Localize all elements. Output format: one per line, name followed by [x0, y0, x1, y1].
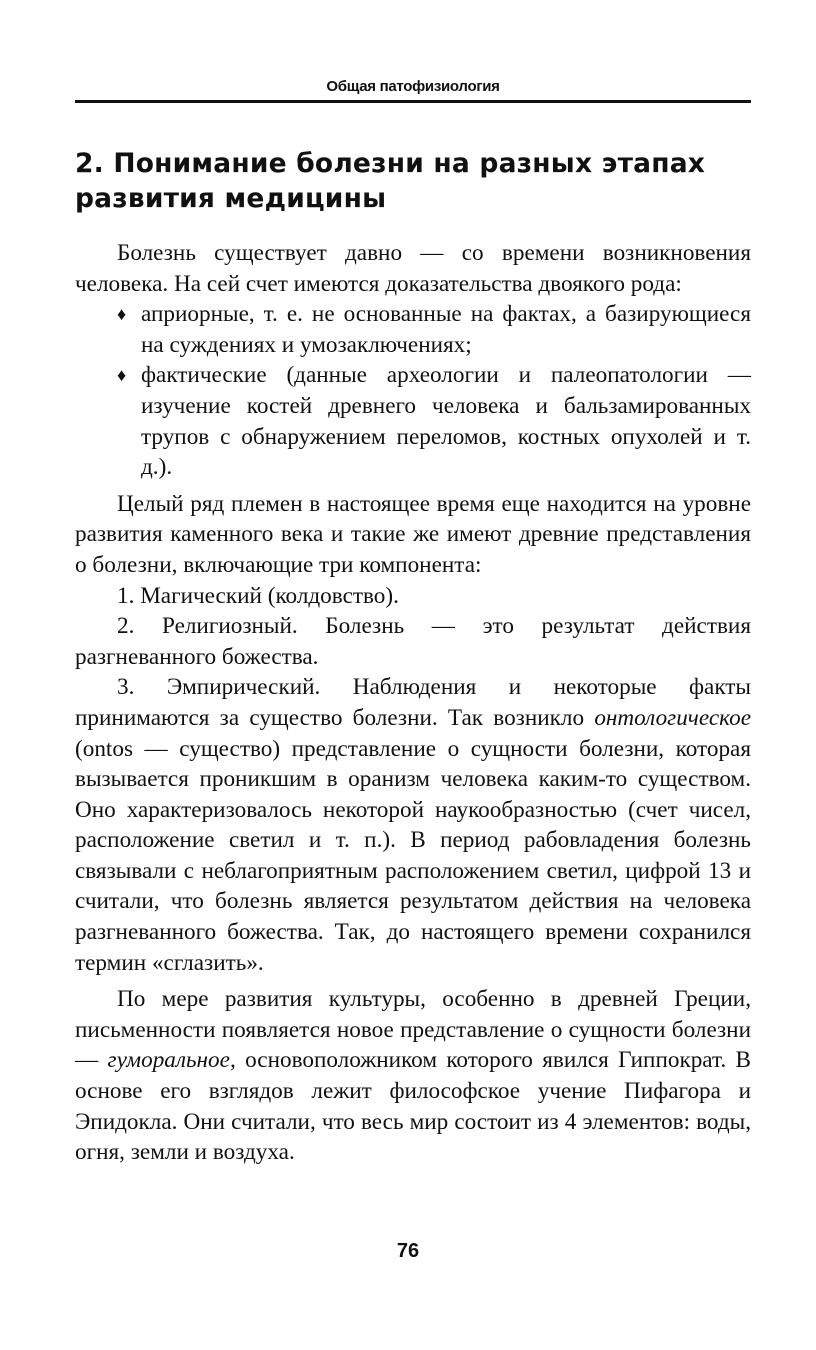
page-number: 76 — [396, 1240, 420, 1262]
component-item-empirical — [75, 672, 751, 978]
italic-term: гуморальное, — [107, 1047, 236, 1074]
greece-paragraph — [75, 984, 751, 1168]
body-text — [75, 238, 751, 1168]
section-title: 2. Понимание болезни на разных этапах развития медицины — [75, 148, 706, 214]
italic-term: онтологическое — [594, 704, 751, 731]
component-item: 2. Религиозный. Болезнь — это результат действия разгневанного божества. — [75, 613, 751, 670]
bullet-text: фактические (данные археологии и палеопатологии — изучение костей древнего человека и бальзамированных трупов с обнаружением переломов, костных опухолей и т. д.). — [141, 362, 751, 481]
intro-paragraph: Болезнь существует давно — со времени возникновения человека. На сей счет имеются доказательства двоякого рода: — [75, 240, 751, 297]
running-head: Общая патофизиология — [326, 78, 500, 95]
text-run: 3. Эмпирический. Наблюдения и некоторые факты принимаются за существо болезни. Так возникло — [75, 674, 751, 731]
diamond-bullet-icon: ♦ — [117, 304, 127, 325]
diamond-bullet-icon: ♦ — [117, 365, 127, 386]
bullet-list — [75, 299, 751, 483]
tribes-paragraph: Целый ряд племен в настоящее время еще находится на уровне развития каменного века и такие же имеют древние представления о болезни, включающие три компонента: — [75, 490, 751, 578]
text-run: По мере развития культуры, особенно в древней Греции, письменности появляется новое представление о сущности болезни — — [75, 986, 751, 1074]
bullet-item — [75, 360, 751, 482]
header-rule — [75, 100, 751, 103]
text-run: основоположником которого явился Гиппократ. В основе его взглядов лежит философское учение Пифагора и Эпидокла. Они считали, что весь мир состоит из 4 элементов: воды, огня, земли и воздуха. — [75, 1047, 751, 1166]
text-run: (ontos — существо) представление о сущности болезни, которая вызывается проникшим в оранизм человека каким-то существом. Оно характеризовалось некоторой наукообразностью (счет чисел, расположение светил и т. п.). В период рабовладения болезнь связывали с неблагоприятным расположением светил, цифрой 13 и считали, что болезнь является результатом действия на человека разгневанного божества. Так, до настоящего времени сохранился термин «сглазить». — [75, 735, 751, 976]
components-list — [75, 581, 751, 979]
bullet-text: априорные, т. е. не основанные на фактах, а базирующиеся на суждениях и умозаключениях; — [141, 301, 751, 358]
component-item: 1. Магический (колдовство). — [117, 582, 399, 609]
bullet-item — [75, 299, 751, 360]
